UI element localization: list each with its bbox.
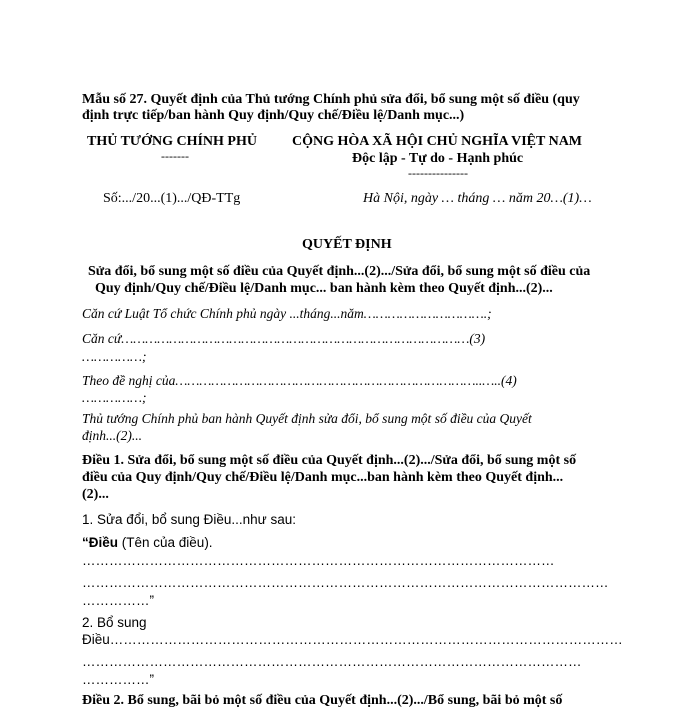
item2-heading: 2. Bổ sung <box>82 615 147 630</box>
document-type: QUYẾT ĐỊNH <box>302 237 392 252</box>
item1-article <box>82 534 213 551</box>
enactment-line2: định...(2)... <box>82 428 142 443</box>
item2-line1: Điều…………………………………………………………………………………………………… <box>82 632 623 647</box>
proposal-line2: ……………; <box>82 390 147 405</box>
item1-dots3: ……………” <box>82 593 154 608</box>
article1-line1: Điều 1. Sửa đổi, bổ sung một số điều của Quyết định...(2).../Sửa đổi, bổ sung một số <box>82 453 577 468</box>
place-date: Hà Nội, ngày … tháng … năm 20…(1)… <box>363 191 592 206</box>
article2-cut-line: Điều 2. Bổ sung, bãi bỏ một số điều của Quyết định...(2).../Bổ sung, bãi bỏ một số <box>82 693 563 708</box>
basis-other-2: ……………; <box>82 349 147 364</box>
item1-heading: 1. Sửa đổi, bổ sung Điều...như sau: <box>82 512 296 527</box>
item2-dots3: ……………” <box>82 672 154 687</box>
item2-dots2: ………………………………………………………………………………………………… <box>82 654 582 669</box>
subject-line1: Sửa đổi, bổ sung một số điều của Quyết định...(2).../Sửa đổi, bổ sung một số điều của <box>88 264 591 279</box>
basis-other-1: Căn cứ……………………………………………………………………………(3) <box>82 331 486 346</box>
item1-dots2: ……………………………………………………………………………………………………… <box>82 575 609 590</box>
article1-line2: điều của Quy định/Quy chế/Điều lệ/Danh mục...ban hành kèm theo Quyết định... <box>82 470 564 485</box>
issuer-rule: ------- <box>161 149 189 163</box>
item1-article-bold: “Điều <box>82 535 119 550</box>
basis-law: Căn cứ Luật Tổ chức Chính phủ ngày ...tháng...năm………………………….; <box>82 306 492 321</box>
subject-line2: Quy định/Quy chế/Điều lệ/Danh mục... ban hành kèm theo Quyết định...(2)... <box>95 281 553 296</box>
item1-dots1: …………………………………………………………………………………………… <box>82 553 555 568</box>
enactment-line1: Thủ tướng Chính phủ ban hành Quyết định sửa đổi, bổ sung một số điều của Quyết <box>82 411 532 426</box>
national-motto: Độc lập - Tự do - Hạnh phúc <box>352 151 524 166</box>
issuer-name: THỦ TƯỚNG CHÍNH PHỦ <box>87 134 257 149</box>
form-title-line1: Mẫu số 27. Quyết định của Thủ tướng Chính phủ sửa đổi, bổ sung một số điều (quy <box>82 92 580 107</box>
document-number: Số:.../20...(1).../QĐ-TTg <box>103 191 241 206</box>
republic-name: CỘNG HÒA XÃ HỘI CHỦ NGHĨA VIỆT NAM <box>292 134 583 149</box>
article1-line3: (2)... <box>82 487 109 502</box>
item1-article-rest: (Tên của điều). <box>118 535 213 550</box>
proposal-line1: Theo đề nghị của…………………………………………………………………..…..(4) <box>82 373 517 388</box>
motto-rule: --------------- <box>408 166 468 180</box>
form-title-line2: định trực tiếp/ban hành Quy định/Quy chế/Điều lệ/Danh mục...) <box>82 108 465 123</box>
